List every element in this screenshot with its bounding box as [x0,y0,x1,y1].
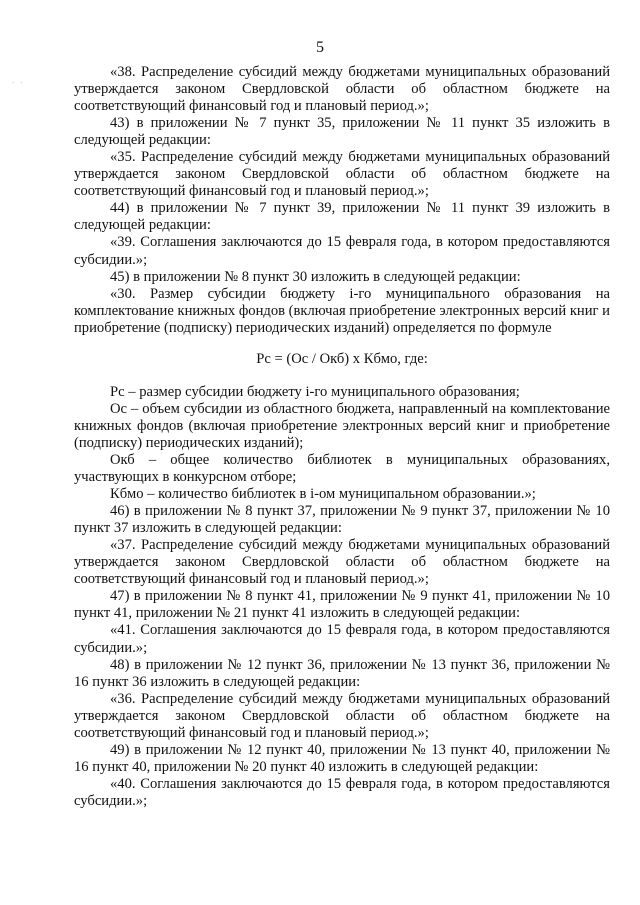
document-body [74,64,610,810]
definition: Рс – размер субсидии бюджету i-го муниципального образования; [110,383,520,400]
paragraph: «41. Соглашения заключаются до 15 февраля года, в котором предоставляются субсидии.»; [74,622,610,656]
paragraph: «35. Распределение субсидий между бюджетами муниципальных образований утверждается законом Свердловской области об областном бюджете на соответствующий финансовый год и плановый период.»; [74,149,610,200]
paragraph: 48) в приложении № 12 пункт 36, приложении № 13 пункт 36, приложении № 16 пункт 36 изложить в следующей редакции: [74,656,610,690]
paragraph: 43) в приложении № 7 пункт 35, приложении № 11 пункт 35 изложить в следующей редакции: [74,115,610,149]
formula: Рс = (Ос / Окб) х Кбмо, где: [256,350,428,367]
paragraph: «36. Распределение субсидий между бюджетами муниципальных образований утверждается законом Свердловской области об областном бюджете на соответствующий финансовый год и плановый период.»; [74,690,610,741]
paragraph: 49) в приложении № 12 пункт 40, приложении № 13 пункт 40, приложении № 16 пункт 40, приложении № 20 пункт 40 изложить в следующей редакции: [74,741,610,775]
definition: Ос – объем субсидии из областного бюджета, направленный на комплектование книжных фондов (включая приобретение электронных версий книг и приобретение (подписку) периодических изданий); [74,400,610,451]
paragraph: 44) в приложении № 7 пункт 39, приложении № 11 пункт 39 изложить в следующей редакции: [74,200,610,234]
paragraph: 47) в приложении № 8 пункт 41, приложении № 9 пункт 41, приложении № 10 пункт 41, приложении № 21 пункт 41 изложить в следующей редакции: [74,588,610,622]
paragraph: 46) в приложении № 8 пункт 37, приложении № 9 пункт 37, приложении № 10 пункт 37 изложить в следующей редакции: [74,503,610,537]
paragraph: «39. Соглашения заключаются до 15 февраля года, в котором предоставляются субсидии.»; [74,234,610,268]
paragraph: «40. Соглашения заключаются до 15 февраля года, в котором предоставляются субсидии.»; [74,775,610,809]
definition: Кбмо – количество библиотек в i-ом муниципальном образовании.»; [110,486,536,503]
definition: Окб – общее количество библиотек в муниципальных образованиях, участвующих в конкурсном отборе; [74,451,610,486]
margin-mark: · · [12,79,25,87]
paragraph: «37. Распределение субсидий между бюджетами муниципальных образований утверждается законом Свердловской области об областном бюджете на соответствующий финансовый год и плановый период.»; [74,537,610,588]
paragraph: «30. Размер субсидии бюджету i-го муниципального образования на комплектование книжных фондов (включая приобретение электронных версий книг и приобретение (подписку) периодических изданий) определяется по формуле [74,285,610,336]
page-number: 5 [316,39,324,56]
paragraph: «38. Распределение субсидий между бюджетами муниципальных образований утверждается законом Свердловской области об областном бюджете на соответствующий финансовый год и плановый период.»; [74,64,610,115]
paragraph: 45) в приложении № 8 пункт 30 изложить в следующей редакции: [110,268,521,285]
